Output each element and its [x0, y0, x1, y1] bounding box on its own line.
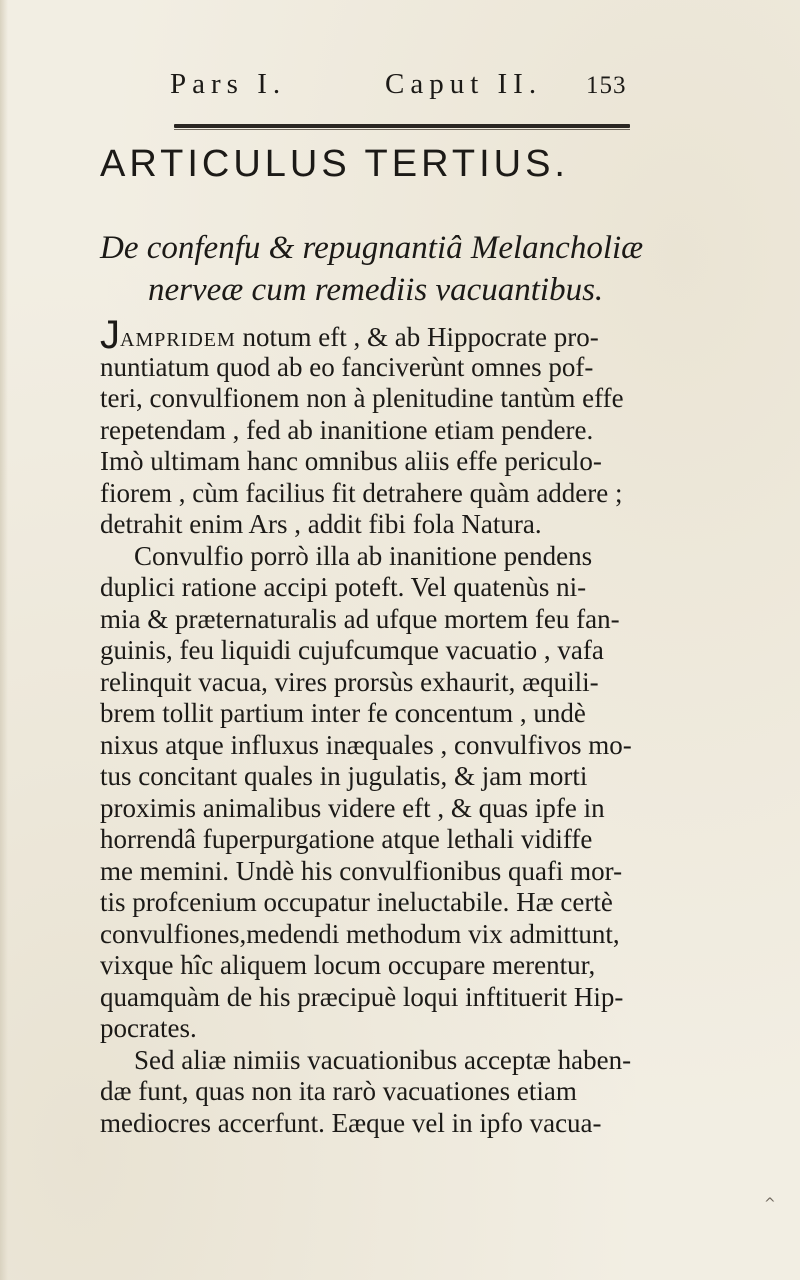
text-line: nixus atque influxus inæquales , convulfivos mo-: [100, 729, 632, 760]
running-head: [170, 68, 630, 108]
text-line: tus concitant quales in jugulatis, & jam morti: [100, 761, 588, 791]
text-line: Imò ultimam hanc omnibus aliis effe periculo-: [100, 446, 602, 476]
text-line: convulfiones,medendi methodum vix admittunt,: [100, 918, 620, 949]
text-line: proximis animalibus videre eft , & quas ipfe in: [100, 792, 605, 823]
text-line: detrahit enim Ars , addit fibi fola Natura.: [100, 509, 542, 539]
body-text: [100, 313, 720, 1139]
text-line: horrendâ fuperpurgatione atque lethali vidiffe: [100, 824, 593, 854]
text-line: mediocres accerfunt. Eæque vel in ipfo vacua-: [100, 1107, 602, 1138]
running-head-chapter: Caput II.: [385, 68, 543, 100]
page-number: 153: [586, 72, 627, 99]
text-line: me memini. Undè his convulfionibus quafi mor-: [100, 855, 623, 886]
section-subtitle-line-2: nerveæ cum remediis vacuantibus.: [148, 272, 604, 308]
page-gutter-shadow: [0, 0, 8, 1280]
text-line: duplici ratione accipi poteft. Vel quatenùs ni-: [100, 572, 587, 602]
text-line: mia & præternaturalis ad ufque mortem feu fan-: [100, 603, 620, 634]
text-line: JAMPRIDEM notum eft , & ab Hippocrate pro-: [100, 313, 599, 357]
header-rule: [174, 124, 630, 128]
text-line: teri, convulfionem non à plenitudine tantùm effe: [100, 383, 624, 413]
text-line: dæ funt, quas non ita rarò vacuationes etiam: [100, 1076, 577, 1106]
running-head-part: Pars I.: [170, 68, 287, 100]
small-caps-word: AMPRIDEM: [120, 329, 236, 351]
text-line: repetendam , fed ab inanitione etiam pendere.: [100, 414, 594, 445]
text-line: nuntiatum quod ab eo fanciverùnt omnes pof-: [100, 351, 594, 382]
text-line: pocrates.: [100, 1013, 197, 1043]
text-line: fiorem , cùm facilius fit detrahere quàm addere ;: [100, 477, 623, 508]
text-line: vixque hîc aliquem locum occupare merentur,: [100, 950, 596, 980]
text-line: guinis, feu liquidi cujufcumque vacuatio , vafa: [100, 635, 604, 665]
text-line: relinquit vacua, vires prorsùs exhaurit, æquili-: [100, 666, 599, 697]
section-subtitle-line-1: De confenfu & repugnantiâ Melancholiæ: [100, 230, 644, 266]
text-line: Sed aliæ nimiis vacuationibus acceptæ haben-: [134, 1044, 632, 1075]
drop-cap: J: [100, 313, 120, 357]
header-rule-thin: [174, 129, 630, 130]
text-line: Convulfio porrò illa ab inanitione pendens: [134, 540, 593, 571]
text-line: tis profcenium occupatur ineluctabile. Hæ certè: [100, 887, 613, 917]
text-line: brem tollit partium inter fe concentum , undè: [100, 698, 586, 728]
section-heading: ARTICULUS TERTIUS.: [100, 143, 569, 185]
margin-mark: ^: [764, 1196, 776, 1212]
text-line: quamquàm de his præcipuè loqui inftituerit Hip-: [100, 981, 624, 1012]
